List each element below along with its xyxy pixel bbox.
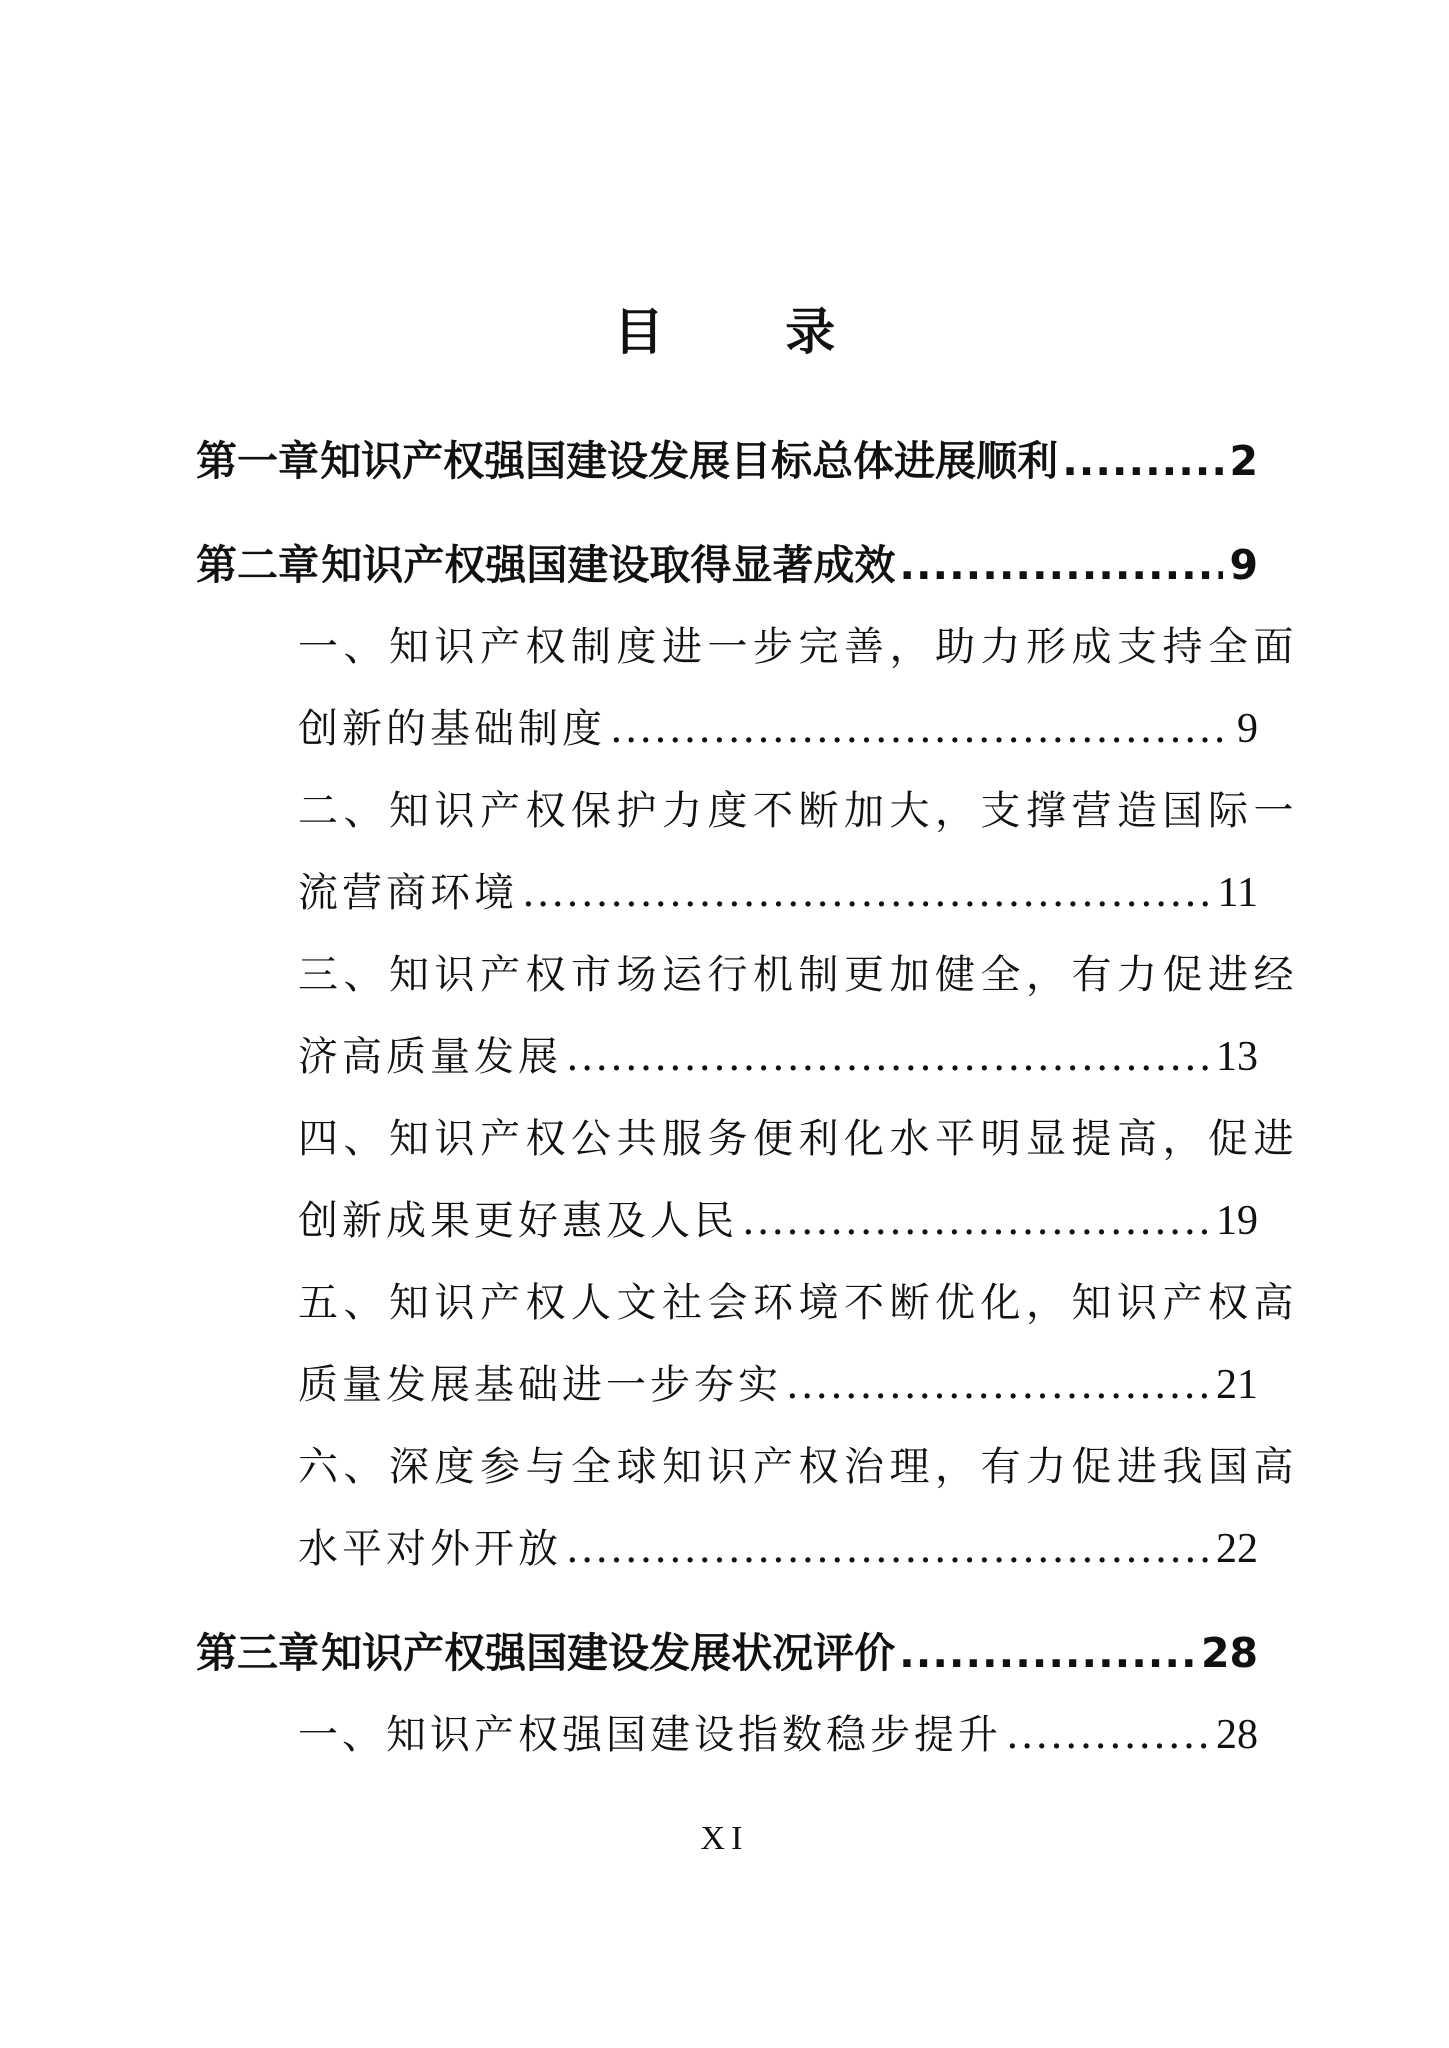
page-number: 11	[1217, 870, 1258, 916]
chapter-title: 知识产权强国建设发展状况评价	[321, 1629, 896, 1677]
dot-leader	[566, 1016, 1210, 1098]
page-number: 22	[1216, 1526, 1258, 1572]
dot-leader	[522, 852, 1212, 934]
section-title-cont: 创新的基础制度	[298, 706, 606, 752]
dot-leader	[742, 1180, 1210, 1262]
page-number: 28	[1200, 1629, 1258, 1677]
dot-leader	[899, 524, 1223, 606]
toc-section-2-3-line2[interactable]	[196, 1016, 1258, 1098]
page-number: 2	[1229, 437, 1258, 485]
dot-leader	[566, 1508, 1210, 1590]
toc-section-2-1-line2[interactable]	[196, 688, 1258, 770]
toc-section-2-6-line1[interactable]	[196, 1426, 1299, 1508]
section-title: 一、知识产权强国建设指数稳步提升	[298, 1712, 1002, 1758]
toc-section-2-5-line1[interactable]	[196, 1262, 1299, 1344]
toc-section-2-2-line2[interactable]	[196, 852, 1258, 934]
section-title: 二、知识产权保护力度不断加大，支撑营造国际一	[298, 788, 1299, 834]
dot-leader	[1006, 1694, 1210, 1776]
chapter-title: 知识产权强国建设发展目标总体进展顺利	[320, 437, 1059, 485]
section-title: 一、知识产权制度进一步完善，助力形成支持全面	[298, 624, 1299, 670]
page-number: 9	[1237, 706, 1258, 752]
section-title-cont: 流营商环境	[298, 870, 518, 916]
section-title: 三、知识产权市场运行机制更加健全，有力促进经	[298, 952, 1299, 998]
section-title: 五、知识产权人文社会环境不断优化，知识产权高	[298, 1280, 1299, 1326]
dot-leader	[899, 1612, 1195, 1694]
page-number: 9	[1229, 541, 1258, 589]
chapter-label: 第三章	[196, 1629, 319, 1677]
toc-section-3-1[interactable]	[196, 1694, 1258, 1776]
toc-section-2-2-line1[interactable]	[196, 770, 1299, 852]
chapter-label: 第二章	[196, 541, 319, 589]
section-title-cont: 济高质量发展	[298, 1034, 562, 1080]
dot-leader	[610, 688, 1231, 770]
toc-section-2-6-line2[interactable]	[196, 1508, 1258, 1590]
dot-leader	[1062, 420, 1223, 502]
chapter-label: 第一章	[196, 437, 319, 485]
page-footer-number: XI	[700, 1820, 749, 1857]
section-title-cont: 水平对外开放	[298, 1526, 562, 1572]
toc-section-2-1-line1[interactable]	[196, 606, 1299, 688]
page-number: 28	[1216, 1712, 1258, 1758]
toc-section-2-5-line2[interactable]	[196, 1344, 1258, 1426]
page-number: 21	[1216, 1362, 1258, 1408]
toc-chapter-1[interactable]	[196, 420, 1258, 502]
toc-title: 目 录	[613, 303, 888, 361]
section-title: 六、深度参与全球知识产权治理，有力促进我国高	[298, 1444, 1299, 1490]
table-of-contents	[196, 420, 1299, 1776]
section-title: 四、知识产权公共服务便利化水平明显提高，促进	[298, 1116, 1299, 1162]
toc-chapter-2[interactable]	[196, 524, 1258, 606]
toc-section-2-3-line1[interactable]	[196, 934, 1299, 1016]
toc-section-2-4-line2[interactable]	[196, 1180, 1258, 1262]
section-title-cont: 创新成果更好惠及人民	[298, 1198, 738, 1244]
dot-leader	[786, 1344, 1210, 1426]
toc-chapter-3[interactable]	[196, 1612, 1258, 1694]
toc-section-2-4-line1[interactable]	[196, 1098, 1299, 1180]
section-title-cont: 质量发展基础进一步夯实	[298, 1362, 782, 1408]
page-number: 19	[1216, 1198, 1258, 1244]
page-number: 13	[1216, 1034, 1258, 1080]
chapter-title: 知识产权强国建设取得显著成效	[321, 541, 896, 589]
